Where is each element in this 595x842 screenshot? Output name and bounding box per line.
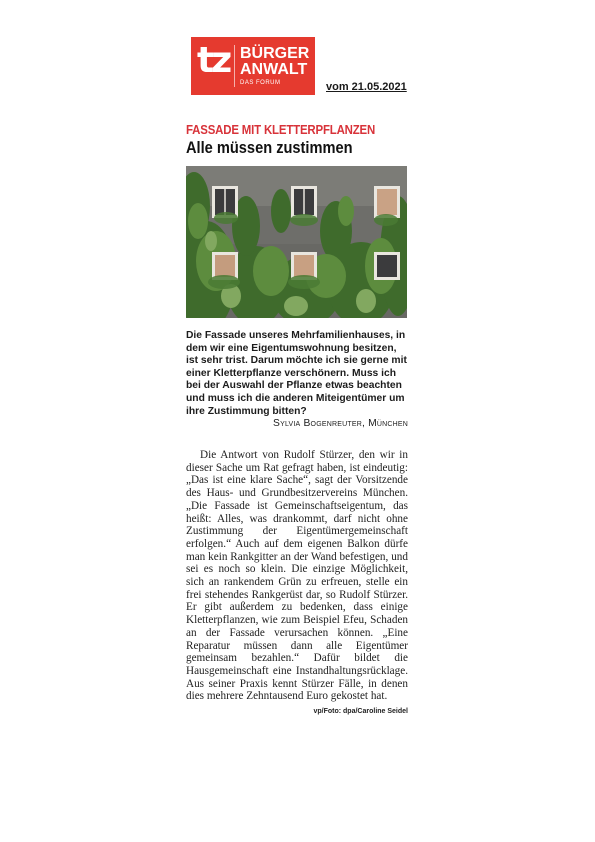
answer-text: Die Antwort von Rudolf Stürzer, den wir in dieser Sache um Rat gefragt haben, ist eindeutig: „Das ist eine klare Sache“, sagt der Vorsitzende des Haus- und Grundbesitzervereins München. „Die Fassade ist Gemeinschaftseigentum, das heißt: Alles, was drankommt, darf nicht ohne Zustimmung der Eigentümergemeinschaft erfolgen.“ Auch auf dem eigenen Balkon dürfe man kein Rankgitter an der Wand befestigen, und sei es noch so klein. Die einzige Möglichkeit, sich an rankendem Grün zu erfreuen, stelle ein frei stehendes Rankgerüst dar, so Rudolf Stürzer. Er gibt außerdem zu bedenken, dass einige Kletterpflanzen, wie zum Beispiel Efeu, Schaden an der Fassade verursachen können. „Eine Reparatur müssen dann alle Eigentümer gemeinsam bezahlen.“ Dafür bildet die Hausgemeinschaft eine Instandhaltungsrücklage. Aus seiner Praxis kennt Stürzer Fälle, in denen dies mehrere Zehntausend Euro gekostet hat. <box>186 449 408 703</box>
question-text: Die Fassade unseres Mehrfamilienhauses, in dem wir eine Eigentumswohnung besitzen, ist sehr trist. Darum möchte ich sie gerne mit einer Kletterpflanze verschönern. Muss ich bei der Auswahl der Pflanze etwas beachten und muss ich die anderen Miteigentümer um ihre Zustimmung bitten? <box>186 330 407 417</box>
expert-answer <box>186 449 408 719</box>
logo-divider <box>234 45 235 87</box>
logo-subline: DAS FORUM <box>240 80 281 86</box>
photo-credit: vp/Foto: dpa/Caroline Seidel <box>313 708 408 716</box>
question-author: Sylvia Bogenreuter, München <box>273 418 408 430</box>
logo-mark: tz <box>197 40 230 81</box>
logo-line-1: BÜRGER <box>240 45 310 62</box>
logo-line-2: ANWALT <box>240 61 308 78</box>
article-kicker: FASSADE MIT KLETTERPFLANZEN <box>186 122 376 137</box>
article-headline: Alle müssen zustimmen <box>186 138 353 157</box>
tz-buergeranwalt-logo <box>191 37 315 95</box>
reader-question <box>186 330 408 431</box>
publication-date: vom 21.05.2021 <box>326 81 407 93</box>
ivy-facade-photo <box>186 166 407 318</box>
